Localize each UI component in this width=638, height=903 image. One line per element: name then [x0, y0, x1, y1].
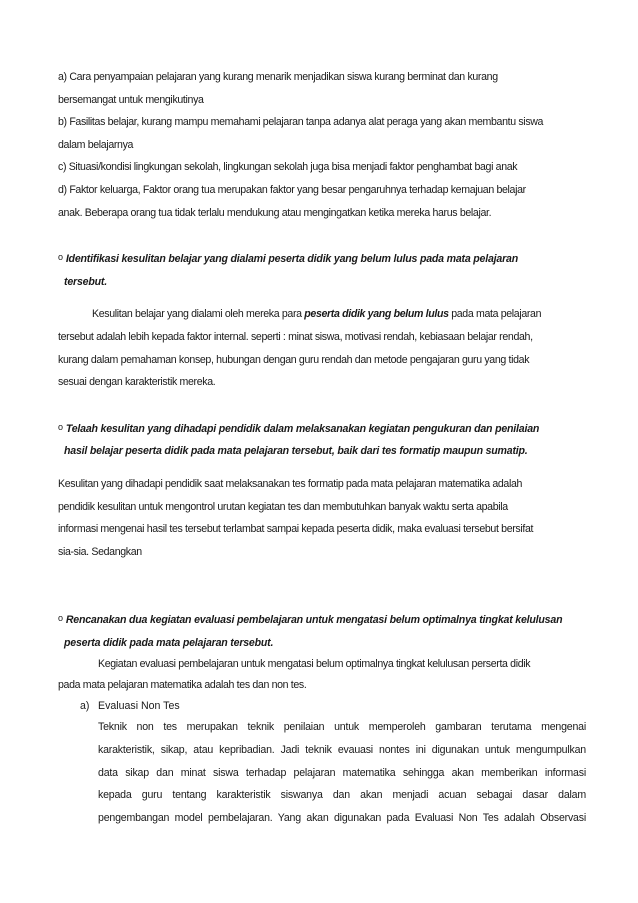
section-identifikasi	[58, 246, 586, 394]
list-item: a) Cara penyampaian pelajaran yang kurang menarik menjadikan siswa kurang berminat dan kurang bersemangat untuk mengikutinya	[58, 71, 498, 106]
section-paragraph: Kesulitan belajar yang dialami oleh mereka para peserta didik yang belum lulus pada mata pelajaran tersebut adalah lebih kepada faktor internal. seperti : minat siswa, motivasi rendah, kebiasaan belajar rendah, kurang dalam pemahaman konsep, hubungan dengan guru rendah dan metode pengajaran guru yang tidak sesuai dengan karakteristik mereka.	[58, 308, 542, 389]
section-telaah	[58, 416, 586, 564]
section-rencana	[58, 607, 586, 829]
section-paragraph: Kesulitan yang dihadapi pendidik saat melaksanakan tes formatip pada mata pelajaran matematika adalah pendidik kesulitan untuk mengontrol urutan kegiatan tes dan membutuhkan banyak waktu serta apabila informasi mengenai hasil tes tersebut terlambat sampai kepada peserta didik, maka evaluasi tersebut bersifat sia-sia. Sedangkan	[58, 477, 534, 558]
bullet-marker: o	[58, 252, 63, 263]
document-content	[58, 66, 586, 829]
section-paragraph: Kegiatan evaluasi pembelajaran untuk mengatasi belum optimalnya tingkat kelulusan perserta didik pada mata pelajaran matematika adalah tes dan non tes.	[58, 658, 531, 692]
section-heading: o Rencanakan dua kegiatan evaluasi pembelajaran untuk mengatasi belum optimalnya tingkat kelulusan peserta didik pada mata pelajaran tersebut.	[58, 613, 563, 649]
bullet-marker: o	[58, 421, 63, 432]
subsection-paragraph: Teknik non tes merupakan teknik penilaian untuk memperoleh gambaran terutama mengenai karakteristik, sikap, atau kepribadian. Jadi teknik evauasi nontes ini digunakan untuk mengumpulkan data sikap dan minat siswa terhadap pelajaran matematika sehingga akan memberikan informasi kepada guru tentang karakteristik siswanya dan akan menjadi acuan sebagai dasar dalam pengembangan model pembelajaran. Yang akan digunakan pada Evaluasi Non Tes adalah Observasi	[98, 721, 586, 824]
subsection-heading: a) Evaluasi Non Tes	[58, 696, 586, 716]
list-item: d) Faktor keluarga, Faktor orang tua merupakan faktor yang besar pengaruhnya terhadap kemajuan belajar anak. Beberapa orang tua tidak terlalu mendukung atau mengingatkan ketika mereka harus belajar.	[58, 183, 526, 219]
section-heading: o Telaah kesulitan yang dihadapi pendidik dalam melaksanakan kegiatan pengukuran dan penilaian hasil belajar peserta didik pada mata pelajaran tersebut, baik dari tes formatip maupun sumatip.	[58, 421, 540, 458]
factor-list	[58, 66, 586, 224]
emphasis-text: peserta didik yang belum lulus	[304, 308, 449, 321]
section-heading: o Identifikasi kesulitan belajar yang dialami peserta didik yang belum lulus pada mata pelajaran tersebut.	[58, 252, 519, 288]
list-item: b) Fasilitas belajar, kurang mampu memahami pelajaran tanpa adanya alat peraga yang akan membantu siswa dalam belajarnya	[58, 116, 544, 151]
bullet-marker: o	[58, 613, 63, 624]
subsection-marker: a)	[80, 700, 90, 713]
list-item: c) Situasi/kondisi lingkungan sekolah, lingkungan sekolah juga bisa menjadi faktor penghambat bagi anak	[58, 161, 518, 174]
